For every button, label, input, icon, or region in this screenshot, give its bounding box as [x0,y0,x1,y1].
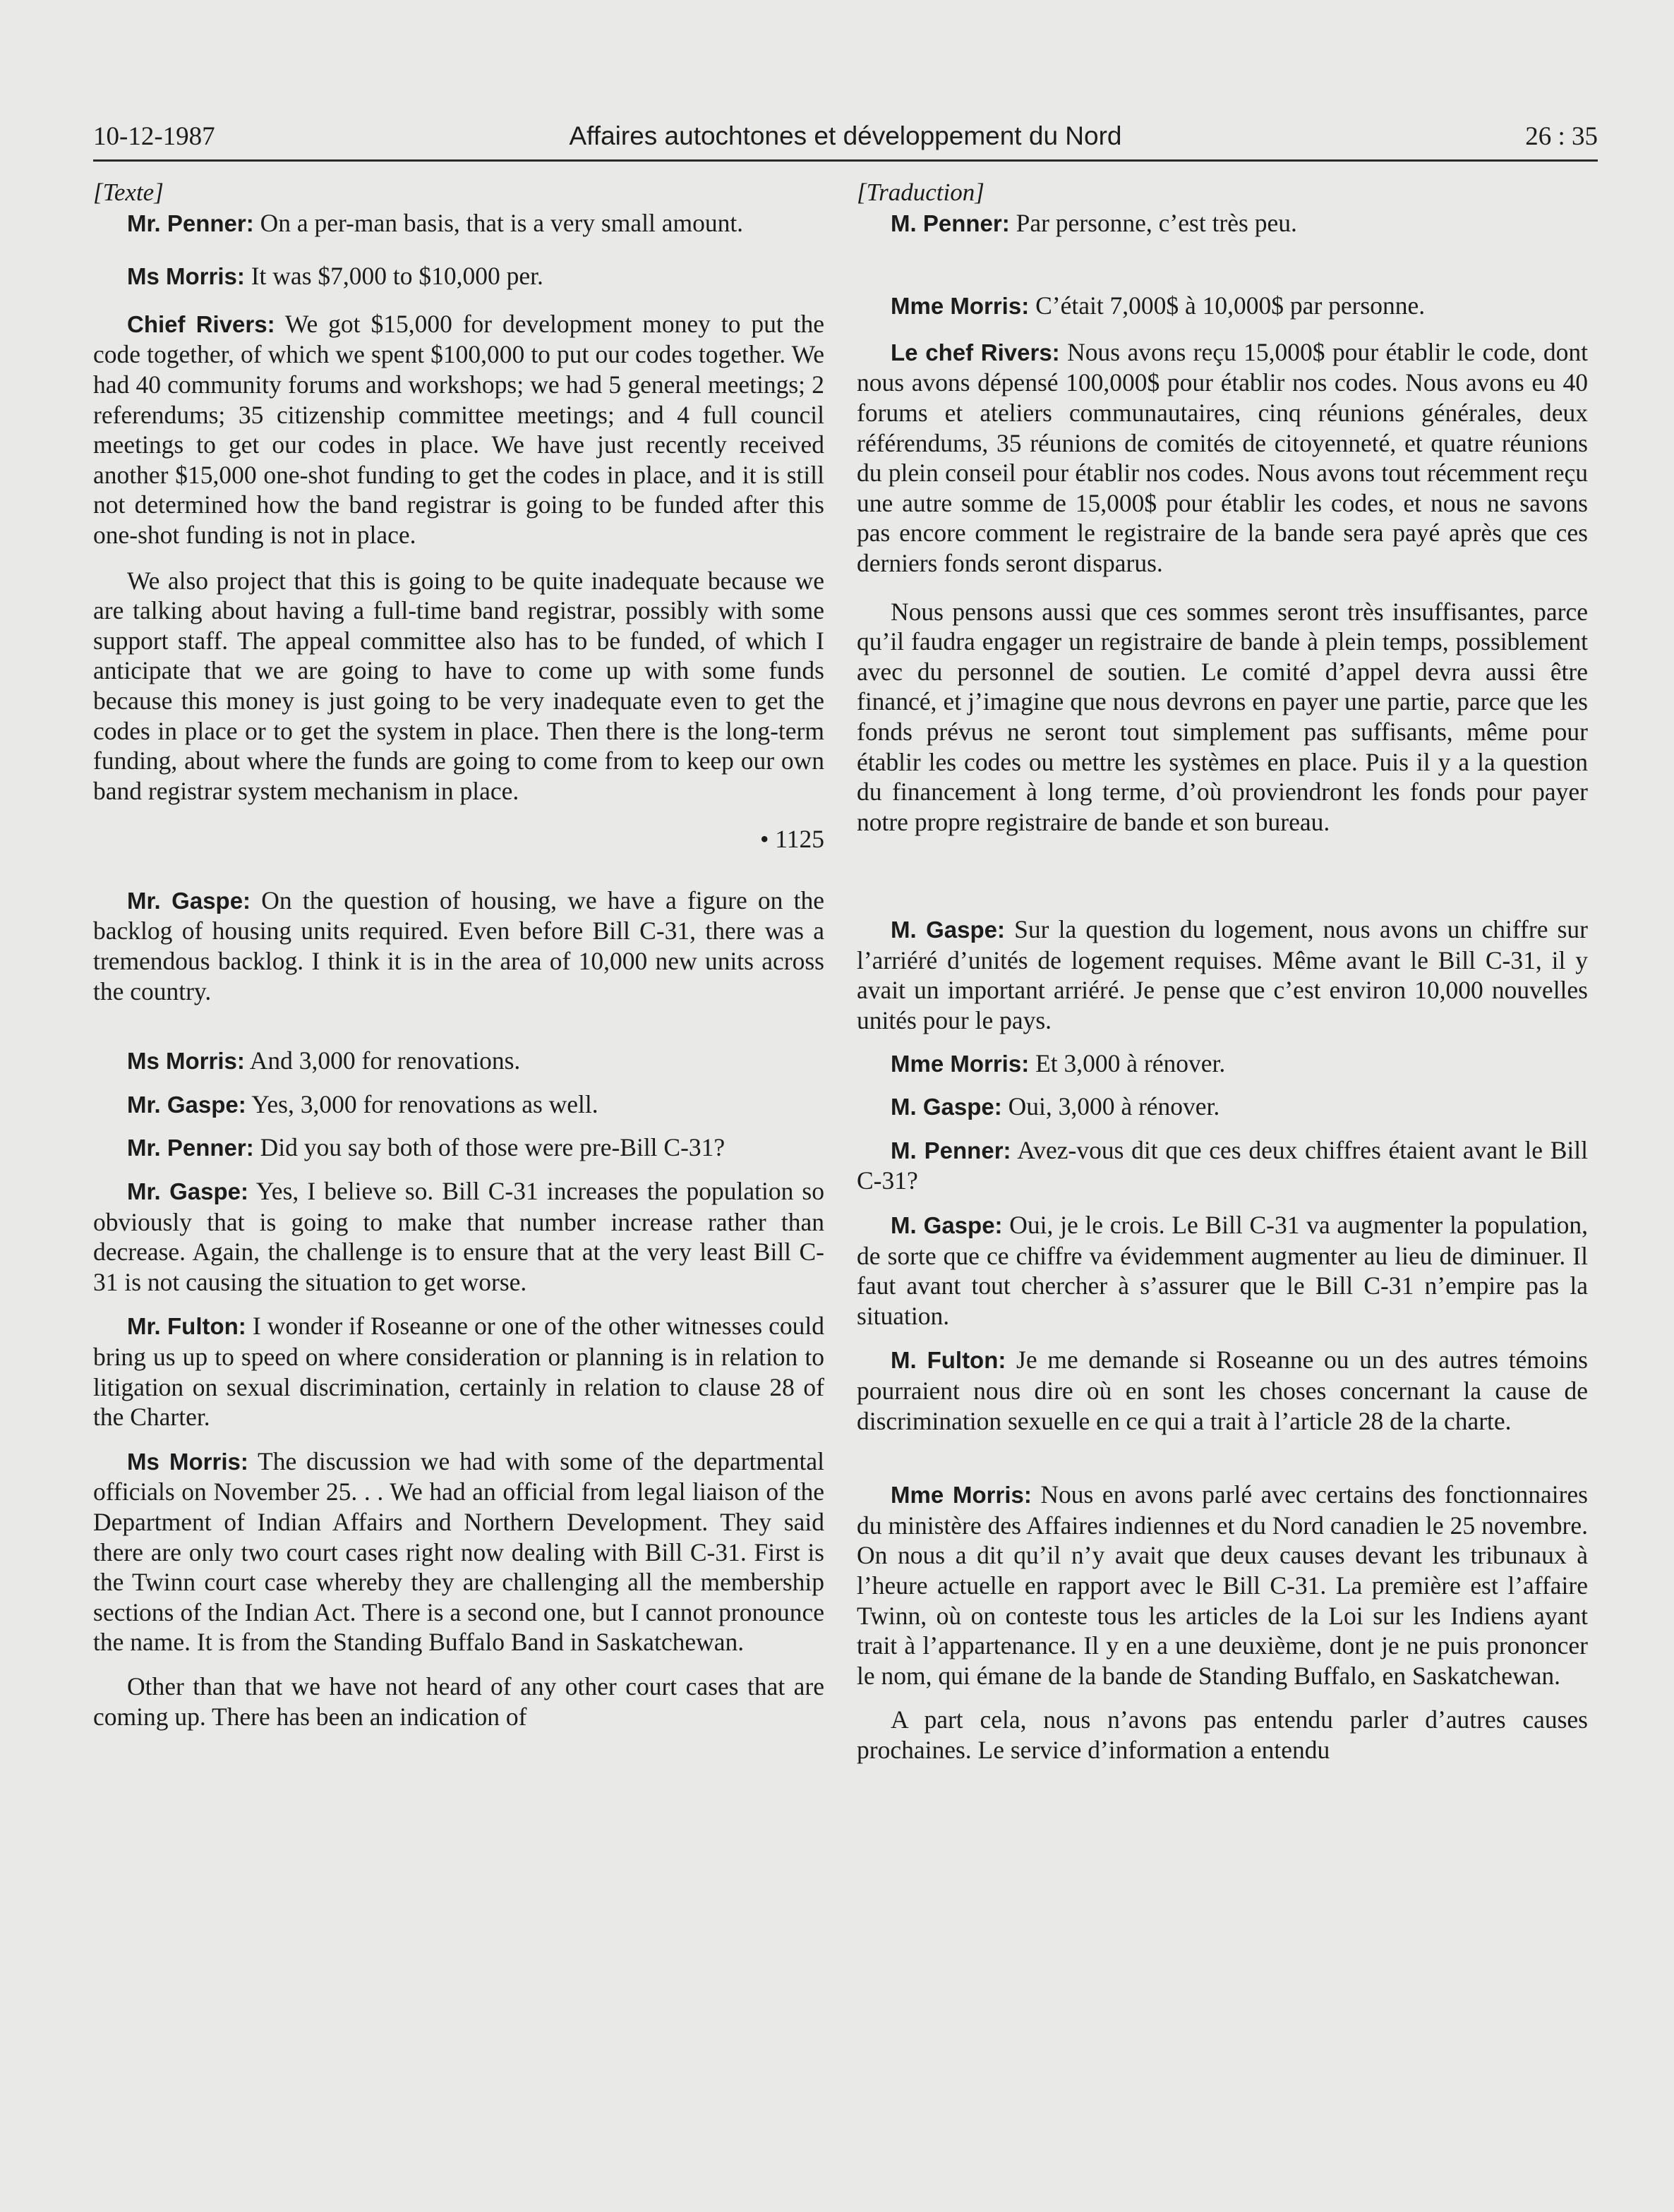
translation-label: [Traduction] [857,179,984,206]
speaker-name: Chief Rivers: [127,310,275,337]
paragraph: Other than that we have not heard of any other court cases that are coming up. There has been an indication of [93,1672,824,1731]
speech-text: We got $15,000 for development money to put the code together, of which we spent $100,000 to put our codes together. We had 40 community forums and workshops; we had 5 general meetings; 2 referendums; 35 citizenship committee meetings; and 4 full council meetings to get our codes in place. We have just recently received another $15,000 one-shot funding to get the codes in place, and it is still not determined how the band registrar is going to be funded after this one-shot funding is not in place. [93,309,824,549]
speech-text: Je me demande si Roseanne ou un des autres témoins pourraient nous dire où en sont les choses concernant la cause de discrimination sexuelle en ce qui a trait à l’article 28 de la charte. [857,1346,1589,1435]
speech-text: Avez-vous dit que ces deux chiffres étaient avant le Bill C-31? [857,1135,1588,1195]
speaker-name: Mme Morris: [891,293,1030,320]
paragraph [93,1311,824,1432]
paragraph [93,1446,824,1657]
paragraph [93,261,824,292]
speaker-name: Mr. Penner: [127,1135,254,1161]
speaker-name: Ms Morris: [127,1048,245,1075]
text-label: [Texte] [93,179,164,206]
paragraph: Nous pensons aussi que ces sommes seront très insuffisantes, parce qu’il faudra engager un registraire de bande à plein temps, possiblement avec du personnel de soutien. Le comité d’appel devra aussi être financé, et j’imagine que nous devrons en payer une partie, parce que les fonds prévus ne seront tout simplement pas suffisants, même pour établir les codes ou mettre les systèmes en place. Puis il y a la question du financement à long terme, d’où proviendront les fonds pour payer notre propre registraire de bande et son bureau. [857,597,1588,836]
english-column [93,178,824,1731]
paragraph: We also project that this is going to be quite inadequate because we are talking about having a full-time band registrar, possibly with some support staff. The appeal committee also has to be funded, of which I anticipate that we are going to have to come up with some funds because this money is just going to be very inadequate even to get the codes in place or to get the system in place. Then there is the long-term funding, about where the funds are going to come from to keep our own band registrar system mechanism in place. [93,566,824,805]
paragraph [93,208,824,239]
speech-text: On the question of housing, we have a figure on the backlog of housing units required. Even before Bill C-31, there was a tremendous backlog. I think it is in the area of 10,000 new units across the country. [93,886,824,1005]
speaker-name: Mr. Penner: [127,210,254,236]
page-header [93,120,1598,162]
paragraph [857,914,1588,1035]
speaker-name: Mme Morris: [891,1050,1030,1077]
speech-text: Oui, je le crois. Le Bill C-31 va augmenter la population, de sorte que ce chiffre va évidemment augmenter au lieu de diminuer. Il faut avant tout chercher à s’assurer que le Bill C-31 n’empire pas la situation. [857,1211,1589,1330]
speech-text: Nous en avons parlé avec certains des fonctionnaires du ministère des Affaires indiennes et du Nord canadien le 25 novembre. On nous a dit qu’il n’y avait que deux causes devant les tribunaux à l’heure actuelle en rapport avec le Bill C-31. La première est l’affaire Twinn, où on conteste tous les articles de la Loi sur les Indiens ayant trait à l’appartenance. Il y en a une deuxième, dont je ne puis prononcer le nom, qui émane de la bande de Standing Buffalo, en Saskatchewan. [857,1480,1588,1690]
speech-text: Nous avons reçu 15,000$ pour établir le code, dont nous avons dépensé 100,000$ pour établir nos codes. Nous avons eu 40 forums et ateliers communautaires, cinq réunions générales, deux référendums, 35 réunions de comités de citoyenneté, et quatre réunions du plein conseil pour établir nos codes. Nous avons tout récemment reçu une autre somme de 15,000$ pour établir les codes, et nous ne savons pas encore comment le registraire de la bande sera payé après que ces derniers fonds seront disparus. [857,337,1588,577]
paragraph [93,886,824,1006]
speech-text: Sur la question du logement, nous avons un chiffre sur l’arriéré d’unités de logement requises. Même avant le Bill C-31, il y avait un important arriéré. Je pense que c’est environ 10,000 nouvelles unités pour le pays. [857,915,1588,1035]
speech-text: C’était 7,000$ à 10,000$ par personne. [1029,291,1426,320]
header-title: Affaires autochtones et développement du Nord [569,121,1122,150]
french-column [857,178,1588,1765]
speaker-name: M. Gaspe: [891,1094,1002,1120]
paragraph [857,1210,1588,1331]
speech-text: I wonder if Roseanne or one of the other witnesses could bring us up to speed on where consideration or planning is in relation to litigation on sexual discrimination, certainly in relation to clause 28 of the Charter. [93,1312,824,1432]
paragraph [857,1480,1588,1691]
speech-text: And 3,000 for renovations. [244,1046,521,1075]
speaker-name: Ms Morris: [127,263,245,290]
speech-text: Par personne, c’est très peu. [1009,208,1297,237]
speech-text: Oui, 3,000 à rénover. [1001,1092,1220,1121]
speaker-name: M. Fulton: [891,1347,1006,1374]
header-page-number: 26 : 35 [1525,122,1598,151]
speaker-name: Mr. Gaspe: [127,1178,248,1205]
speaker-name: Mr. Fulton: [127,1313,246,1340]
speaker-name: Mme Morris: [891,1482,1032,1509]
paragraph [857,337,1588,579]
speaker-name: M. Gaspe: [891,917,1005,943]
speech-text: Yes, I believe so. Bill C-31 increases the population so obviously that is going to make that number increase rather than decrease. Again, the challenge is to ensure that at the very least Bill C-31 is not causing the situation to get worse. [93,1177,824,1296]
speaker-name: Mr. Gaspe: [127,1091,246,1118]
paragraph [857,1135,1588,1196]
timestamp: • 1125 [760,825,824,854]
paragraph [93,309,824,550]
speech-text: The discussion we had with some of the departmental officials on November 25. . . We had an official from legal liaison of the Department of Indian Affairs and Northern Development. They said there are only two court cases right now dealing with Bill C-31. First is the Twinn court case whereby they are challenging all the membership sections of the Indian Act. There is a second one, but I cannot pronounce the name. It is from the Standing Buffalo Band in Saskatchewan. [93,1446,824,1657]
speaker-name: Ms Morris: [127,1448,248,1475]
paragraph [93,1176,824,1297]
speech-text: On a per-man basis, that is a very small amount. [253,208,744,237]
speech-text: Did you say both of those were pre-Bill C-31? [253,1133,725,1162]
speech-text: It was $7,000 to $10,000 per. [244,262,543,291]
paragraph [93,1132,824,1164]
header-date: 10-12-1987 [93,122,215,151]
speaker-name: Le chef Rivers: [891,339,1060,365]
speaker-name: Mr. Gaspe: [127,887,251,914]
speaker-name: M. Penner: [891,210,1010,236]
speech-text: Yes, 3,000 for renovations as well. [246,1089,598,1118]
paragraph [857,1092,1588,1123]
paragraph [857,1345,1588,1436]
speech-text: Et 3,000 à rénover. [1029,1048,1226,1077]
paragraph: A part cela, nous n’avons pas entendu parler d’autres causes prochaines. Le service d’information a entendu [857,1705,1588,1764]
paragraph [857,1048,1588,1080]
speaker-name: M. Gaspe: [891,1212,1003,1239]
paragraph [93,1089,824,1120]
paragraph [93,1046,824,1077]
paragraph [857,291,1588,322]
paragraph [857,208,1588,239]
speaker-name: M. Penner: [891,1137,1011,1164]
